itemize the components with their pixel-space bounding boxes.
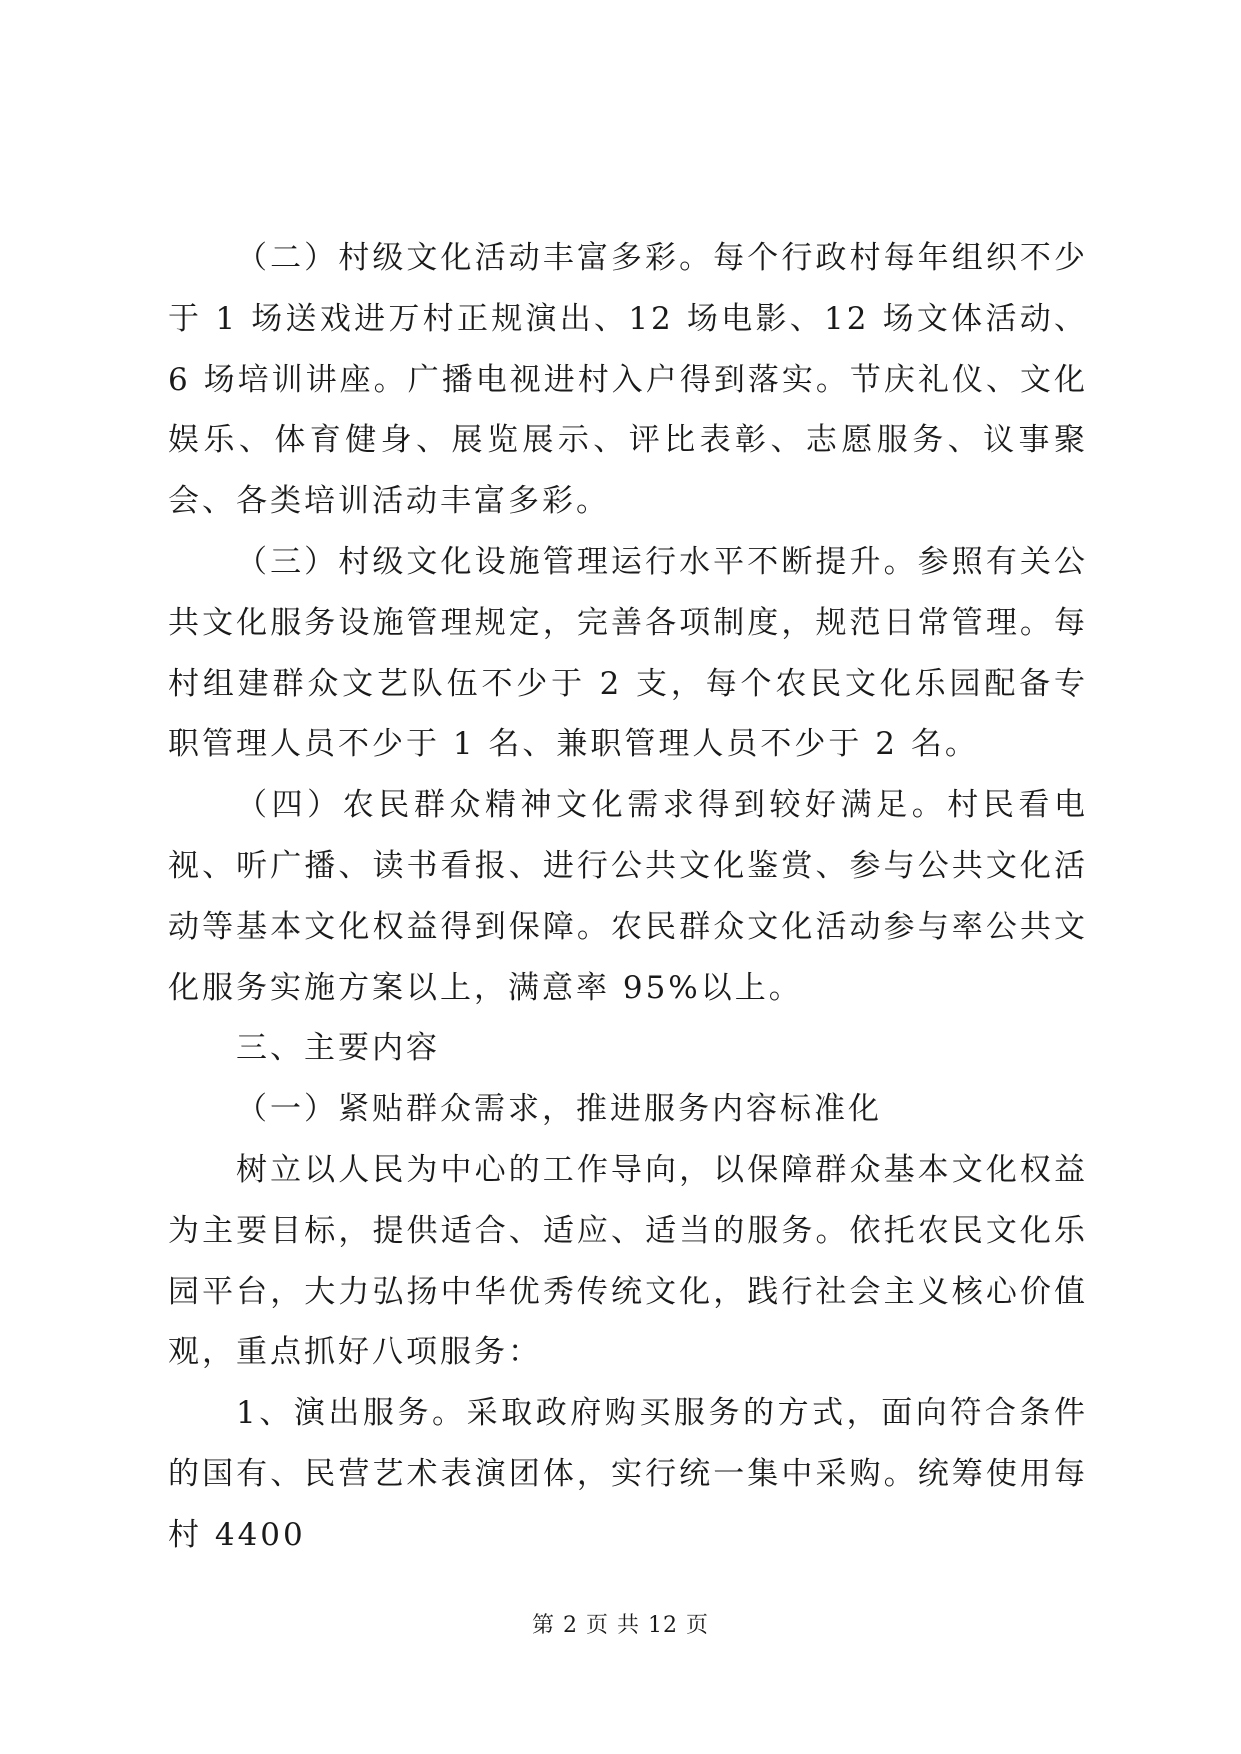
paragraph-cultural-needs: （四）农民群众精神文化需求得到较好满足。村民看电视、听广播、读书看报、进行公共文化鉴赏、参与公共文化活动等基本文化权益得到保障。农民群众文化活动参与率公共文化服务实施方案以上，满意率 95%以上。 [168,787,1088,1006]
section-heading-main-content: 三、主要内容 [236,1030,440,1067]
paragraph-facility-management: （三）村级文化设施管理运行水平不断提升。参照有关公共文化服务设施管理规定，完善各项制度，规范日常管理。每村组建群众文艺队伍不少于 2 支，每个农民文化乐园配备专职管理人员不少于 1 名、兼职管理人员不少于 2 名。 [168,543,1088,763]
paragraph-performance-service: 1、演出服务。采取政府购买服务的方式，面向符合条件的国有、民营艺术表演团体，实行统一集中采购。统筹使用每村 4400 [168,1395,1088,1553]
page-number-footer: 第 2 页 共 12 页 [532,1613,709,1638]
paragraph-work-orientation: 树立以人民为中心的工作导向，以保障群众基本文化权益为主要目标，提供适合、适应、适当的服务。依托农民文化乐园平台，大力弘扬中华优秀传统文化，践行社会主义核心价值观，重点抓好八项服务： [168,1151,1088,1371]
paragraph-village-activities: （二）村级文化活动丰富多彩。每个行政村每年组织不少于 1 场送戏进万村正规演出、12 场电影、12 场文体活动、6 场培训讲座。广播电视进村入户得到落实。节庆礼仪、文化娱乐、体育健身、展览展示、评比表彰、志愿服务、议事聚会、各类培训活动丰富多彩。 [168,240,1088,520]
document-body [168,228,1088,1566]
subsection-heading: （一）紧贴群众需求，推进服务内容标准化 [236,1091,882,1128]
